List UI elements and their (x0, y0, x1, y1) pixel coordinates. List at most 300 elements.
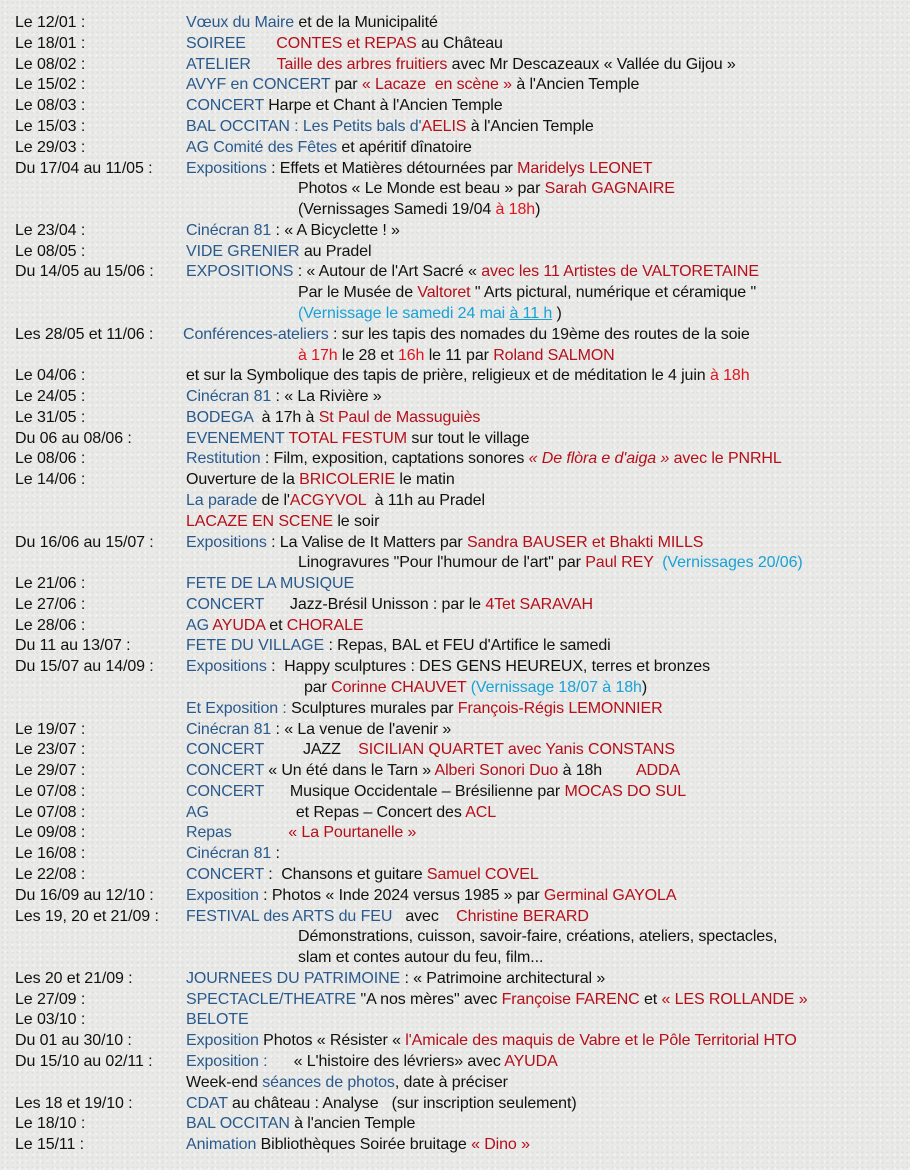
event-date: Les 28/05 et 11/06 : (15, 325, 154, 343)
event-row (0, 428, 910, 449)
event-text-segment: "A nos mères" avec (356, 990, 502, 1008)
event-row (0, 345, 910, 366)
event-text-segment: Cinécran 81 (186, 221, 272, 239)
event-description (186, 635, 611, 656)
event-row (0, 116, 910, 137)
event-date: Le 27/09 : (15, 990, 86, 1008)
event-text-segment: au château : Analyse (sur inscription seulement) (227, 1094, 577, 1112)
event-text-segment: ) (641, 679, 648, 696)
event-date: Le 22/08 : (15, 866, 86, 883)
event-text-segment: « LES ROLLANDE » (661, 990, 808, 1008)
event-text-segment: AVYF en CONCERT (186, 76, 331, 94)
event-text-segment: Jazz-Brésil Unisson : par le (263, 595, 486, 613)
event-row (0, 407, 910, 428)
event-row (0, 594, 910, 615)
event-text-segment: : (271, 845, 280, 863)
event-row (0, 760, 910, 781)
event-description (186, 448, 782, 469)
event-row (0, 178, 910, 199)
event-text-segment (232, 824, 289, 841)
event-description (298, 199, 540, 220)
event-description (186, 760, 680, 781)
event-text-segment: Corinne CHAUVET (331, 679, 467, 696)
event-text-segment: Week-end (186, 1073, 263, 1091)
event-text-segment: JAZZ (263, 741, 359, 759)
event-text-segment: CHORALE (286, 616, 364, 634)
event-row (0, 698, 910, 719)
event-text-segment: SPECTACLE/THEATRE (186, 990, 357, 1008)
event-text-segment: LACAZE EN SCENE (186, 512, 333, 530)
event-description (186, 573, 354, 594)
event-date: Le 29/03 : (15, 138, 86, 156)
event-description (186, 864, 539, 885)
event-description (186, 989, 808, 1010)
event-text-segment: Samuel COVEL (426, 866, 539, 883)
event-text-segment: et de la Municipalité (294, 14, 438, 31)
event-description (186, 594, 593, 615)
event-text-segment: : « Patrimoine architectural » (400, 969, 606, 987)
event-text-segment: AG (186, 803, 209, 821)
event-date: Le 29/07 : (15, 762, 86, 780)
event-text-segment: le 11 par (424, 346, 494, 364)
event-date: Du 11 au 13/07 : (15, 637, 131, 655)
event-text-segment: CONCERT (186, 595, 264, 613)
event-text-segment: MOCAS DO SUL (564, 782, 686, 800)
event-description (304, 677, 647, 698)
event-text-segment: : Happy sculptures : DES GENS HEUREUX, terres et bronzes (266, 658, 710, 676)
event-date: Le 09/08 : (15, 824, 86, 842)
event-date: Le 31/05 : (15, 408, 86, 426)
event-text-segment: avec le PNRHL (673, 450, 782, 468)
event-row (0, 1113, 910, 1134)
event-date: Le 23/04 : (15, 221, 86, 239)
event-text-segment: ACL (465, 803, 497, 821)
event-text-segment: FETE DE LA MUSIQUE (186, 575, 355, 593)
event-row (0, 303, 910, 324)
event-text-segment: BAL OCCITAN : Les Petits bals d' (186, 117, 422, 135)
event-text-segment: CONCERT (186, 762, 264, 780)
event-description (186, 74, 639, 95)
event-row (0, 137, 910, 158)
event-text-segment: Ouverture de la (186, 471, 300, 489)
event-row (0, 968, 910, 989)
event-row (0, 74, 910, 95)
event-text-segment: Linogravures "Pour l'humour de l'art" par (298, 554, 586, 572)
event-description (186, 54, 736, 75)
event-text-segment: Expositions (186, 159, 267, 177)
event-text-segment: à 17h (298, 346, 338, 364)
event-description (186, 1134, 530, 1155)
event-description (186, 428, 529, 449)
event-text-segment: Bibliothèques Soirée bruitage (256, 1136, 472, 1154)
event-text-segment: CONCERT (186, 782, 264, 800)
event-description (183, 324, 750, 345)
event-text-segment: JOURNEES DU PATRIMOINE (186, 969, 401, 987)
event-text-segment: : « La Rivière » (271, 388, 382, 405)
event-text-segment: BRICOLERIE (299, 471, 396, 489)
event-row (0, 1093, 910, 1114)
event-description (186, 137, 472, 158)
event-text-segment: Paul REY (585, 554, 654, 572)
event-row (0, 386, 910, 407)
event-date: Le 03/10 : (15, 1011, 86, 1029)
event-text-segment: Cinécran 81 (186, 388, 272, 405)
event-date: Les 19, 20 et 21/09 : (15, 907, 159, 925)
event-text-segment (246, 35, 276, 52)
event-date: Le 14/06 : (15, 471, 86, 489)
event-description (298, 303, 562, 324)
event-date: Le 08/02 : (15, 55, 86, 73)
event-text-segment: à 18h (558, 762, 636, 780)
event-text-segment: à 11 h (509, 304, 553, 322)
event-row (0, 1072, 910, 1093)
event-date: Du 17/04 au 11/05 : (15, 159, 153, 177)
event-row (0, 781, 910, 802)
event-text-segment: 4Tet SARAVAH (485, 595, 593, 613)
event-text-segment: AYUDA (504, 1053, 558, 1070)
event-text-segment: et Repas – Concert des (208, 803, 466, 821)
event-description (298, 926, 777, 947)
event-text-segment: « La Pourtanelle » (288, 824, 417, 842)
event-row (0, 573, 910, 594)
event-description (186, 968, 605, 989)
event-description (186, 822, 416, 843)
event-text-segment: " Arts pictural, numérique et céramique " (470, 284, 757, 302)
event-text-segment: et (639, 990, 662, 1008)
event-date: Le 08/03 : (15, 97, 86, 115)
event-text-segment: (Vernissage le samedi 24 mai (298, 304, 510, 322)
event-date: Le 21/06 : (15, 575, 86, 593)
event-description (186, 33, 503, 54)
event-text-segment: FETE DU VILLAGE (186, 637, 325, 655)
event-text-segment: Sarah GAGNAIRE (544, 180, 675, 198)
event-description (186, 615, 363, 636)
event-text-segment: à l'Ancien Temple (466, 117, 594, 135)
event-text-segment: Et Exposition : (186, 699, 292, 717)
event-text-segment (653, 554, 662, 571)
event-text-segment: « L'histoire des lévriers» avec (267, 1053, 505, 1070)
event-date: Le 07/08 : (15, 782, 86, 800)
event-description (186, 1113, 415, 1134)
event-text-segment: à 11h au Pradel (365, 491, 485, 509)
event-text-segment: Photos « Résister « (258, 1032, 406, 1050)
event-row (0, 199, 910, 220)
event-text-segment: Françoise FARENC (501, 990, 640, 1008)
event-row (0, 615, 910, 636)
event-text-segment: Exposition (186, 1032, 259, 1050)
event-date: Du 16/09 au 12/10 : (15, 886, 154, 904)
event-date: Les 18 et 19/10 : (15, 1094, 133, 1112)
event-text-segment: AELIS (421, 117, 467, 135)
event-description (186, 739, 675, 760)
event-row (0, 802, 910, 823)
event-text-segment: Sandra BAUSER et Bhakti MILLS (467, 533, 704, 551)
event-text-segment: Photos « Le Monde est beau » par (298, 180, 545, 198)
event-description (298, 552, 803, 573)
event-text-segment (251, 56, 277, 73)
event-text-segment: Par le Musée de (298, 284, 418, 302)
event-row (0, 656, 910, 677)
event-text-segment: et (264, 616, 287, 634)
event-text-segment: Christine BERARD (456, 907, 589, 925)
event-text-segment: Cinécran 81 (186, 720, 272, 738)
event-description (186, 781, 686, 802)
event-text-segment: EXPOSITIONS (186, 263, 294, 281)
event-description (298, 345, 615, 366)
event-text-segment: slam et contes autour du feu, film... (298, 949, 544, 967)
event-text-segment: AG (186, 616, 213, 634)
event-description (186, 532, 703, 553)
event-text-segment: (Vernissages 20/06) (662, 554, 803, 572)
event-text-segment: CONTES et REPAS (276, 34, 417, 52)
event-row (0, 864, 910, 885)
event-text-segment: : Effets et Matières détournées par (266, 159, 518, 177)
event-text-segment: Repas (186, 824, 232, 842)
event-text-segment: SICILIAN QUARTET avec Yanis CONSTANS (358, 741, 675, 759)
event-text-segment: ) (552, 304, 562, 322)
event-text-segment: St Paul de Massuguiès (318, 408, 481, 426)
event-text-segment: BAL OCCITAN (186, 1115, 290, 1133)
event-text-segment: : « A Bicyclette ! » (271, 221, 400, 239)
event-row (0, 282, 910, 303)
event-text-segment: à l'ancien Temple (289, 1115, 416, 1133)
event-text-segment: Exposition : (186, 1053, 268, 1070)
event-text-segment: EVENEMENT (186, 429, 285, 447)
event-date: Le 15/11 : (15, 1136, 84, 1154)
event-text-segment: SOIREE (186, 34, 246, 52)
event-description (186, 656, 710, 677)
event-text-segment: le soir (333, 512, 380, 530)
event-text-segment: l'Amicale des maquis de Vabre et le Pôle Territorial HTO (405, 1032, 797, 1050)
event-row (0, 822, 910, 843)
event-text-segment: « Lacaze en scène » (361, 76, 512, 94)
event-text-segment: avec les 11 Artistes de VALTORETAINE (481, 263, 759, 281)
event-text-segment: de l' (257, 491, 290, 509)
event-text-segment: et sur la Symbolique des tapis de prière, religieux et de méditation le 4 juin (186, 367, 710, 385)
event-text-segment: par (304, 679, 332, 696)
event-text-segment: FESTIVAL des ARTS du FEU (186, 907, 393, 925)
event-date: Le 15/02 : (15, 76, 86, 94)
event-text-segment: séances de photos (262, 1073, 395, 1091)
event-text-segment: Vœux du Maire (186, 14, 295, 31)
event-date: Le 08/06 : (15, 450, 86, 468)
event-text-segment: Maridelys LEONET (517, 159, 653, 177)
event-text-segment: Cinécran 81 (186, 845, 272, 863)
event-text-segment: Sculptures murales par (291, 699, 458, 717)
event-description (186, 220, 400, 241)
event-description (298, 947, 543, 968)
event-date: Du 15/10 au 02/11 : (15, 1053, 153, 1070)
event-text-segment: TOTAL FESTUM (288, 429, 407, 447)
event-row (0, 552, 910, 573)
event-text-segment: : Chansons et guitare (263, 866, 427, 883)
event-description (186, 116, 594, 137)
event-text-segment: Expositions (186, 658, 267, 676)
event-row (0, 739, 910, 760)
event-date: Du 01 au 30/10 : (15, 1032, 132, 1050)
event-row (0, 989, 910, 1010)
event-description (186, 241, 371, 262)
event-date: Les 20 et 21/09 : (15, 969, 133, 987)
event-text-segment: BODEGA (186, 408, 253, 426)
event-text-segment: La parade (186, 491, 258, 509)
event-row (0, 469, 910, 490)
event-row (0, 220, 910, 241)
event-text-segment: à 17h à (252, 408, 319, 426)
event-text-segment: AYUDA (212, 616, 265, 634)
event-description (186, 802, 496, 823)
event-description (186, 511, 379, 532)
event-date: Du 14/05 au 15/06 : (15, 263, 154, 281)
event-description (186, 1009, 249, 1030)
event-date: Le 07/08 : (15, 803, 86, 821)
event-text-segment: Valtoret (417, 284, 471, 302)
event-date: Le 28/06 : (15, 616, 86, 634)
event-row (0, 33, 910, 54)
event-description (186, 365, 750, 386)
event-description (186, 1072, 508, 1093)
event-text-segment: Restitution (186, 450, 261, 468)
event-text-segment: Taille des arbres fruitiers (276, 55, 448, 73)
event-row (0, 95, 910, 116)
event-date: Le 27/06 : (15, 595, 86, 613)
event-text-segment: ACGYVOL (289, 491, 366, 509)
event-description (186, 12, 438, 33)
event-date: Le 12/01 : (15, 14, 86, 31)
event-row (0, 1030, 910, 1051)
event-date: Le 16/08 : (15, 845, 86, 863)
event-date: Le 04/06 : (15, 367, 86, 385)
event-text-segment: à 18h (709, 367, 750, 385)
event-text-segment: le matin (395, 471, 455, 489)
event-row (0, 843, 910, 864)
event-description (186, 843, 280, 864)
event-text-segment: Harpe et Chant à l'Ancien Temple (263, 97, 503, 115)
event-text-segment: sur tout le village (406, 429, 530, 447)
event-text-segment: (Vernissages Samedi 19/04 (298, 201, 496, 218)
event-text-segment: (Vernissage 18/07 à 18h (470, 679, 642, 696)
event-text-segment: Expositions (186, 533, 267, 551)
event-row (0, 677, 910, 698)
event-date: Le 24/05 : (15, 388, 86, 405)
event-text-segment: « De flòra e d'aiga » (528, 450, 670, 468)
event-text-segment: avec (392, 907, 457, 925)
event-date: Le 18/01 : (15, 34, 86, 52)
event-description (186, 386, 382, 407)
event-description (186, 719, 451, 740)
event-date: Le 08/05 : (15, 242, 86, 260)
event-row (0, 511, 910, 532)
event-row (0, 906, 910, 927)
event-text-segment: : sur les tapis des nomades du 19ème des routes de la soie (328, 325, 750, 343)
event-text-segment: CONCERT (186, 741, 264, 759)
event-text-segment: : La Valise de It Matters par (266, 533, 467, 551)
event-row (0, 926, 910, 947)
event-text-segment: et apéritif dînatoire (337, 138, 472, 156)
event-row (0, 365, 910, 386)
event-text-segment: Musique Occidentale – Brésilienne par (263, 782, 565, 800)
event-text-segment: au Château (416, 34, 503, 52)
event-text-segment: Roland SALMON (493, 346, 615, 364)
event-text-segment: Alberi Sonori Duo (434, 762, 559, 780)
event-date: Du 16/06 au 15/07 : (15, 533, 154, 551)
event-text-segment: CONCERT (186, 866, 264, 883)
event-text-segment: AG Comité des Fêtes (186, 138, 338, 156)
event-date: Du 06 au 08/06 : (15, 429, 132, 447)
event-row (0, 1009, 910, 1030)
event-description (186, 885, 676, 906)
event-text-segment: VIDE GRENIER (186, 242, 300, 260)
event-text-segment: : Photos « Inde 2024 versus 1985 » par (258, 886, 544, 904)
event-date: Du 15/07 au 14/09 : (15, 658, 154, 676)
event-row (0, 261, 910, 282)
event-text-segment: : « Autour de l'Art Sacré « (293, 263, 482, 281)
event-date: Le 19/07 : (15, 720, 86, 738)
event-text-segment: à l'Ancien Temple (511, 76, 640, 94)
event-text-segment: « Dino » (471, 1136, 530, 1154)
event-text-segment: ATELIER (186, 55, 251, 73)
event-description (298, 282, 756, 303)
event-row (0, 719, 910, 740)
event-row (0, 532, 910, 553)
event-description (186, 407, 480, 428)
event-row (0, 158, 910, 179)
event-text-segment: Démonstrations, cuisson, savoir-faire, créations, ateliers, spectacles, (298, 928, 778, 946)
event-description (186, 490, 485, 511)
event-description (186, 158, 652, 179)
event-row (0, 1051, 910, 1072)
event-text-segment: avec Mr Descazeaux « Vallée du Gijou » (447, 55, 736, 73)
event-text-segment: : « La venue de l'avenir » (271, 720, 452, 738)
event-text-segment: : Repas, BAL et FEU d'Artifice le samedi (324, 637, 611, 655)
event-row (0, 324, 910, 345)
event-row (0, 1134, 910, 1155)
event-description (186, 906, 589, 927)
event-text-segment: au Pradel (299, 242, 372, 260)
event-text-segment: ) (535, 201, 541, 218)
event-text-segment: François-Régis LEMONNIER (457, 699, 663, 717)
event-description (186, 1093, 577, 1114)
event-description (186, 261, 759, 282)
event-text-segment: ADDA (635, 762, 681, 780)
event-text-segment: Animation (186, 1136, 257, 1154)
event-text-segment: CDAT (186, 1094, 228, 1112)
event-text-segment: par (330, 76, 362, 94)
event-text-segment: , date à préciser (394, 1073, 508, 1091)
event-text-segment: le 28 et (337, 346, 398, 364)
event-date: Le 15/03 : (15, 117, 86, 135)
event-text-segment: à 18h (495, 201, 536, 218)
event-row (0, 54, 910, 75)
event-row (0, 490, 910, 511)
event-text-segment: BELOTE (186, 1011, 249, 1029)
event-text-segment: Exposition (186, 886, 259, 904)
event-description (186, 469, 455, 490)
event-text-segment: « Un été dans le Tarn » (263, 762, 435, 780)
event-description (186, 698, 663, 719)
event-date: Le 23/07 : (15, 741, 86, 759)
event-text-segment: CONCERT (186, 97, 264, 115)
event-description (298, 178, 675, 199)
event-text-segment: Germinal GAYOLA (543, 886, 677, 904)
event-row (0, 885, 910, 906)
event-text-segment: 16h (397, 346, 425, 364)
event-row (0, 448, 910, 469)
event-description (186, 95, 503, 116)
event-description (186, 1051, 558, 1072)
event-row (0, 947, 910, 968)
event-row (0, 635, 910, 656)
